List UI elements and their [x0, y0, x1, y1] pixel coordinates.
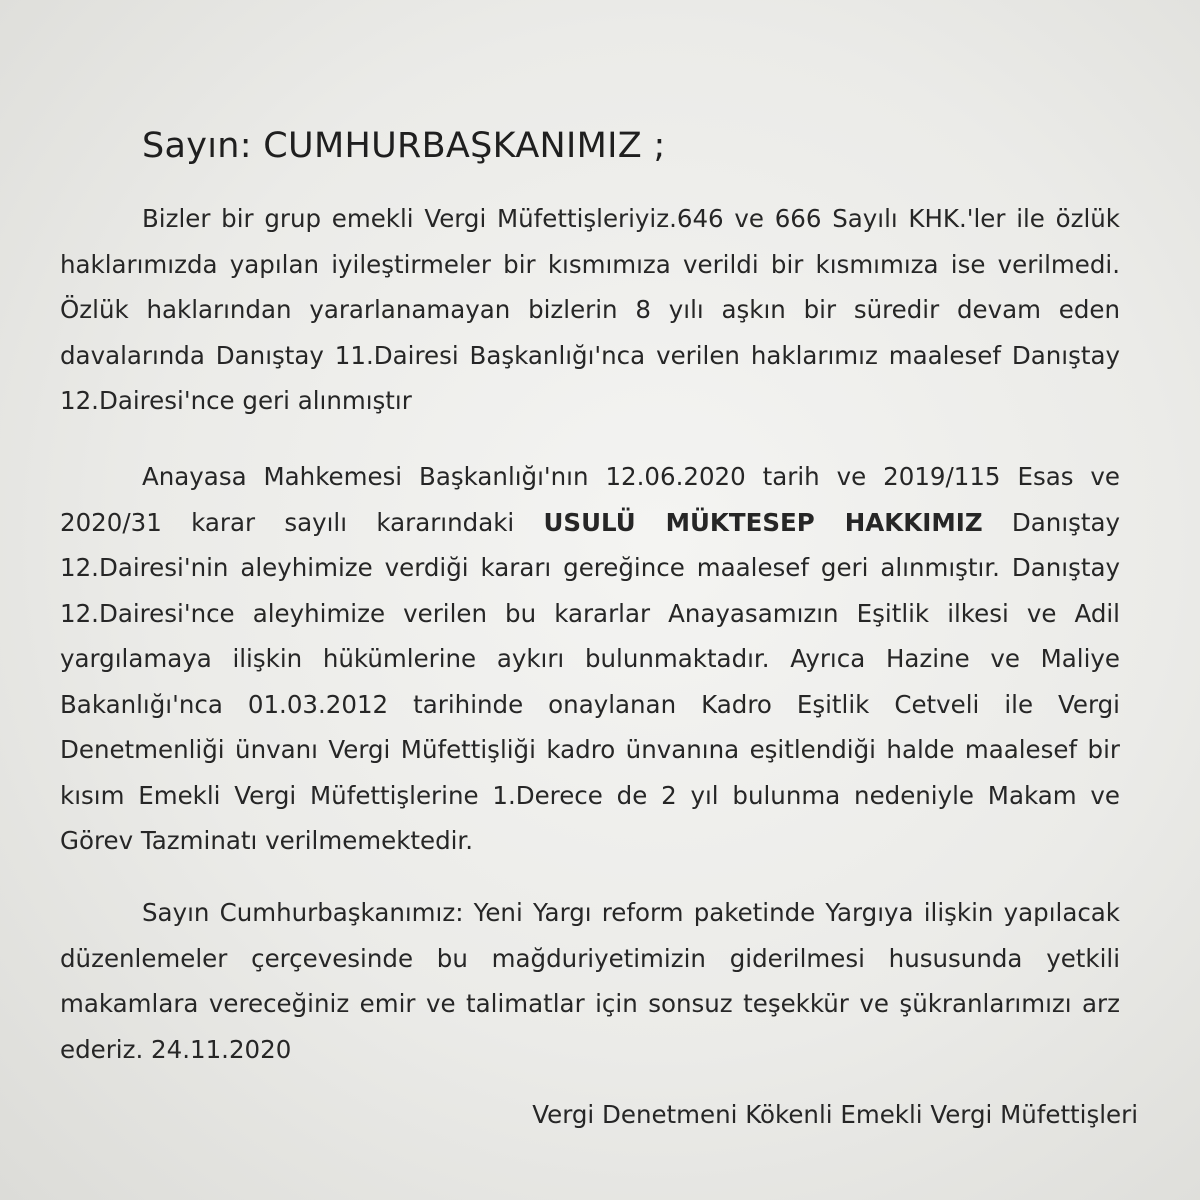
- signature: Vergi Denetmeni Kökenli Emekli Vergi Müfettişleri: [532, 1100, 1138, 1129]
- paragraph-2: [60, 454, 1120, 864]
- salutation: Sayın: CUMHURBAŞKANIMIZ ;: [142, 126, 666, 166]
- paragraph-2-text-start: Anayasa Mahkemesi Başkanlığı'nın 12.06.2020 tarih ve 2019/115 Esas ve 2020/31 karar sayılı kararındaki: [60, 462, 1120, 537]
- paragraph-1: Bizler bir grup emekli Vergi Müfettişleriyiz.646 ve 666 Sayılı KHK.'ler ile özlük haklarımızda yapılan iyileştirmeler bir kısmımıza verildi bir kısmımıza ise verilmedi. Özlük haklarından yararlanamayan bizlerin 8 yılı aşkın bir süredir devam eden davalarında Danıştay 11.Dairesi Başkanlığı'nca verilen haklarımız maalesef Danıştay 12.Dairesi'nce geri alınmıştır: [60, 204, 1120, 415]
- paragraph-2-text-end: Danıştay 12.Dairesi'nin aleyhimize verdiği kararı gereğince maalesef geri alınmıştır. Danıştay 12.Dairesi'nce aleyhimize verilen bu kararlar Anayasamızın Eşitlik ilkesi ve Adil yargılamaya ilişkin hükümlerine aykırı bulunmaktadır. Ayrıca Hazine ve Maliye Bakanlığı'nca 01.03.2012 tarihinde onaylanan Kadro Eşitlik Cetveli ile Vergi Denetmenliği ünvanı Vergi Müfettişliği kadro ünvanına eşitlendiği halde maalesef bir kısım Emekli Vergi Müfettişlerine 1.Derece de 2 yıl bulunma nedeniyle Makam ve Görev Tazminatı verilmemektedir.: [60, 507, 1121, 855]
- paragraph-3: Sayın Cumhurbaşkanımız: Yeni Yargı reform paketinde Yargıya ilişkin yapılacak düzenlemeler çerçevesinde bu mağduriyetimizin giderilmesi hususunda yetkili makamlara vereceğiniz emir ve talimatlar için sonsuz teşekkür ve şükranlarımızı arz ederiz. 24.11.2020: [60, 898, 1120, 1064]
- paragraph-2-bold-phrase: USULÜ MÜKTESEP HAKKIMIZ: [543, 507, 983, 537]
